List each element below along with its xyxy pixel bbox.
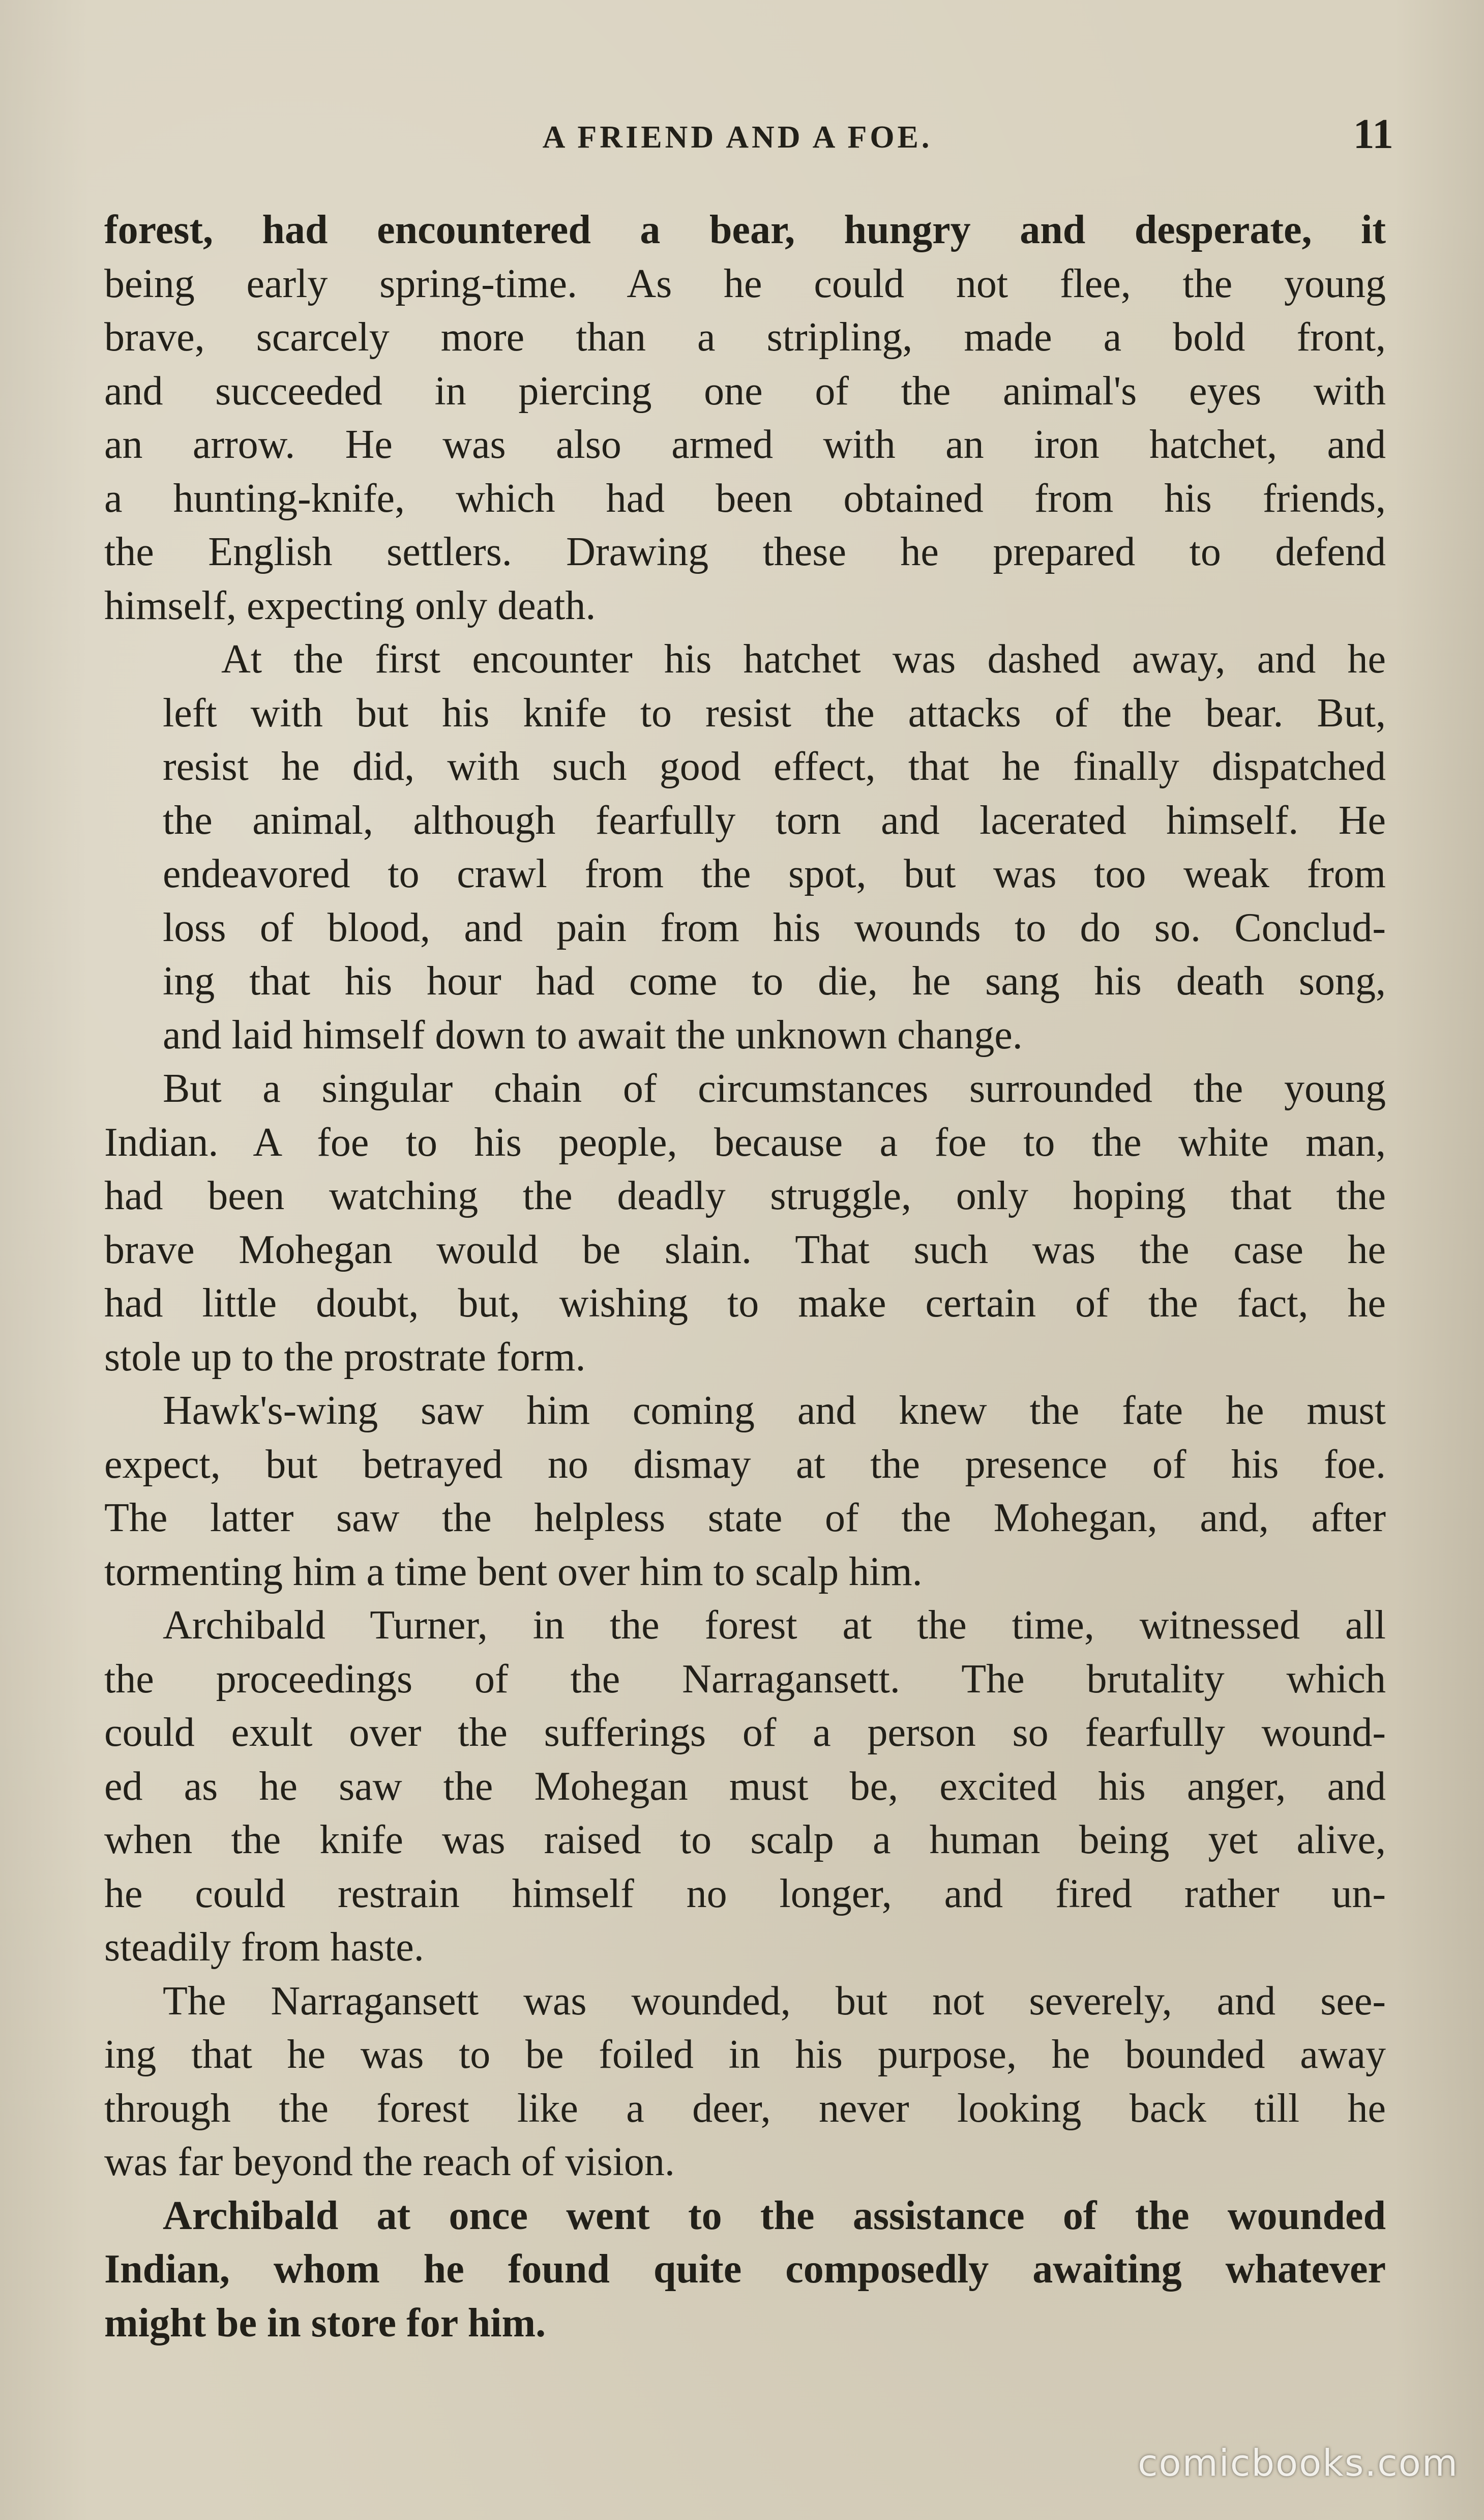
page-number: 11 xyxy=(1353,110,1393,158)
text-line: But a singular chain of circumstances surrounded the young xyxy=(163,1066,1386,1111)
text-line: had little doubt, but, wishing to make certain of the fact, he xyxy=(104,1281,1386,1326)
paragraph xyxy=(104,1975,1386,2189)
text-line: the English settlers. Drawing these he prepared to defend xyxy=(104,530,1386,574)
text-line: could exult over the sufferings of a person so fearfully wound- xyxy=(104,1710,1386,1755)
text-line: through the forest like a deer, never looking back till he xyxy=(104,2086,1386,2131)
running-head xyxy=(102,109,1393,165)
text-line: was far beyond the reach of vision. xyxy=(104,2140,675,2184)
text-line: endeavored to crawl from the spot, but was too weak from xyxy=(163,852,1386,896)
text-line: might be in store for him. xyxy=(104,2300,546,2346)
paragraph xyxy=(104,1062,1386,1384)
text-line: an arrow. He was also armed with an iron hatchet, and xyxy=(104,422,1386,467)
text-line: At the first encounter his hatchet was dashed away, and he xyxy=(221,637,1386,682)
text-line: Indian. A foe to his people, because a foe to the white man, xyxy=(104,1120,1386,1165)
text-line: steadily from haste. xyxy=(104,1925,424,1970)
text-line: expect, but betrayed no dismay at the presence of his foe. xyxy=(104,1442,1386,1487)
text-line: a hunting-knife, which had been obtained from his friends, xyxy=(104,476,1386,521)
text-line: The Narragansett was wounded, but not severely, and see- xyxy=(163,1978,1386,2024)
text-line: stole up to the prostrate form. xyxy=(104,1334,586,1380)
site-watermark: comicbooks.com xyxy=(1137,2442,1459,2484)
text-line: when the knife was raised to scalp a human being yet alive, xyxy=(104,1818,1386,1862)
text-line: and succeeded in piercing one of the animal's eyes with xyxy=(104,368,1386,414)
text-line: brave Mohegan would be slain. That such was the case he xyxy=(104,1227,1386,1272)
text-line: brave, scarcely more than a stripling, made a bold front, xyxy=(104,315,1386,360)
text-line: being early spring-time. As he could not flee, the young xyxy=(104,261,1386,306)
text-line: the proceedings of the Narragansett. The brutality which xyxy=(104,1656,1386,1702)
text-line: forest, had encountered a bear, hungry and desperate, it xyxy=(104,208,1386,252)
text-line: loss of blood, and pain from his wounds to do so. Conclud- xyxy=(163,905,1386,950)
paragraph xyxy=(104,1599,1386,1975)
text-line: resist he did, with such good effect, that he finally dispatched xyxy=(163,744,1386,789)
paragraph xyxy=(104,633,1386,1062)
chapter-title: A FRIEND AND A FOE. xyxy=(542,120,933,155)
paragraph xyxy=(104,203,1386,633)
text-line: ing that his hour had come to die, he sang his death song, xyxy=(163,959,1386,1004)
text-line: he could restrain himself no longer, and fired rather un- xyxy=(104,1871,1386,1916)
text-line: had been watching the deadly struggle, only hoping that the xyxy=(104,1174,1386,1218)
text-line: himself, expecting only death. xyxy=(104,583,596,628)
text-line: ed as he saw the Mohegan must be, excited his anger, and xyxy=(104,1764,1386,1809)
paragraph xyxy=(104,2189,1386,2351)
text-line: ing that he was to be foiled in his purpose, he bounded away xyxy=(104,2032,1386,2077)
text-line: Indian, whom he found quite composedly awaiting whatever xyxy=(104,2247,1386,2292)
text-line: left with but his knife to resist the attacks of the bear. But, xyxy=(163,690,1386,736)
text-line: Archibald Turner, in the forest at the time, witnessed all xyxy=(163,1603,1386,1648)
text-line: and laid himself down to await the unknown change. xyxy=(163,1012,1023,1058)
text-line: the animal, although fearfully torn and lacerated himself. He xyxy=(163,798,1386,843)
text-line: The latter saw the helpless state of the Mohegan, and, after xyxy=(104,1496,1386,1540)
text-line: tormenting him a time bent over him to scalp him. xyxy=(104,1549,923,1594)
text-line: Archibald at once went to the assistance of the wounded xyxy=(163,2193,1386,2238)
text-line: Hawk's-wing saw him coming and knew the fate he must xyxy=(163,1388,1386,1433)
paragraph xyxy=(104,1384,1386,1599)
body-text xyxy=(104,203,1386,2350)
